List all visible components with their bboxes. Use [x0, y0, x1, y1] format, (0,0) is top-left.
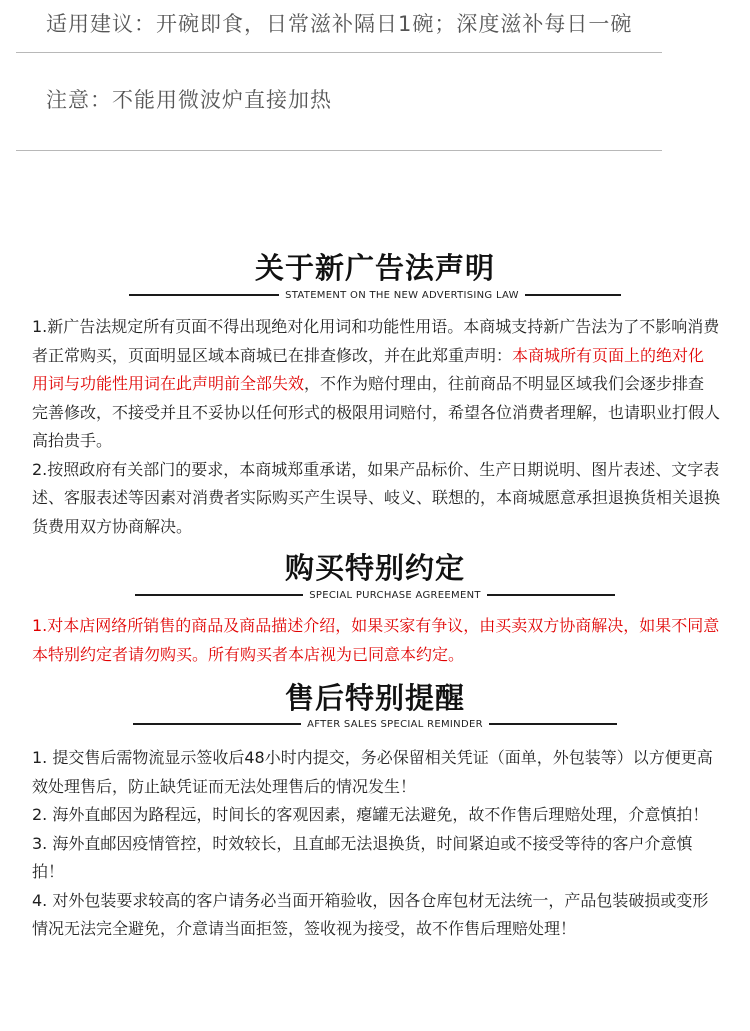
right-rule — [487, 594, 615, 596]
aftersales-paragraph-2: 2. 海外直邮因为路程远，时间长的客观因素，瘪罐无法避免，故不作售后理赔处理，介意慎拍！ — [32, 805, 709, 824]
divider — [16, 52, 662, 53]
aftersales-subtitle: AFTER SALES SPECIAL REMINDER — [307, 718, 483, 730]
aftersales-body — [32, 744, 720, 944]
purchase-subtitle: SPECIAL PURCHASE AGREEMENT — [309, 589, 481, 601]
microwave-note: 注意：不能用微波炉直接加热 — [46, 88, 332, 112]
purchase-title: 购买特别约定 — [284, 551, 465, 585]
purchase-body — [32, 612, 720, 669]
left-rule — [133, 723, 301, 725]
divider — [16, 150, 662, 151]
right-rule — [525, 294, 621, 296]
purchase-subtitle-row — [0, 587, 750, 603]
purchase-paragraph-1: 1.对本店网络所销售的商品及商品描述介绍，如果买家有争议，由买卖双方协商解决，如果不同意本特别约定者请勿购买。所有购买者本店视为已同意本约定。 — [32, 616, 720, 664]
statement-paragraph-2: 2.按照政府有关部门的要求，本商城郑重承诺，如果产品标价、生产日期说明、图片表述、文字表述、客服表述等因素对消费者实际购买产生误导、岐义、联想的，本商城愿意承担退换货相关退换货费用双方协商解决。 — [32, 459, 721, 536]
statement-p1-text-cont: ，不作为赔付理由，往前商品不明显区域我们会逐步排查完善修改，不接受并且不妥协以任何形式的极限用词赔付，希望各位消费者理解，也请职业打假人高抬贵手。 — [32, 374, 721, 450]
left-rule — [135, 594, 303, 596]
statement-subtitle-row — [0, 287, 750, 303]
statement-paragraph-1 — [32, 313, 720, 456]
statement-p1-highlight: 本商城所有页面上的绝对化用词与功能性用词在此声明前全部失效 — [32, 345, 705, 393]
aftersales-paragraph-4: 4. 对外包装要求较高的客户请务必当面开箱验收，因各仓库包材无法统一，产品包装破损或变形情况无法完全避免，介意请当面拒签，签收视为接受，故不作售后理赔处理！ — [32, 890, 709, 938]
aftersales-subtitle-row — [0, 716, 750, 732]
aftersales-title: 售后特别提醒 — [284, 681, 465, 715]
usage-suggestion: 适用建议：开碗即食，日常滋补隔日1碗；深度滋补每日一碗 — [46, 12, 633, 36]
statement-title: 关于新广告法声明 — [254, 251, 495, 285]
statement-subtitle: STATEMENT ON THE NEW ADVERTISING LAW — [285, 289, 519, 301]
statement-p1-text: 1.新广告法规定所有页面不得出现绝对化用词和功能性用语。本商城支持新广告法为了不影响消费者正常购买，页面明显区域本商城已在排查修改，并在此郑重声明： — [32, 317, 720, 365]
aftersales-paragraph-1: 1. 提交售后需物流显示签收后48小时内提交，务必保留相关凭证（面单，外包装等）以方便更高效处理售后，防止缺凭证而无法处理售后的情况发生！ — [32, 748, 713, 796]
left-rule — [129, 294, 279, 296]
right-rule — [489, 723, 617, 725]
aftersales-paragraph-3: 3. 海外直邮因疫情管控，时效较长，且直邮无法退换货，时间紧迫或不接受等待的客户介意慎拍！ — [32, 833, 693, 881]
statement-body — [32, 313, 720, 541]
